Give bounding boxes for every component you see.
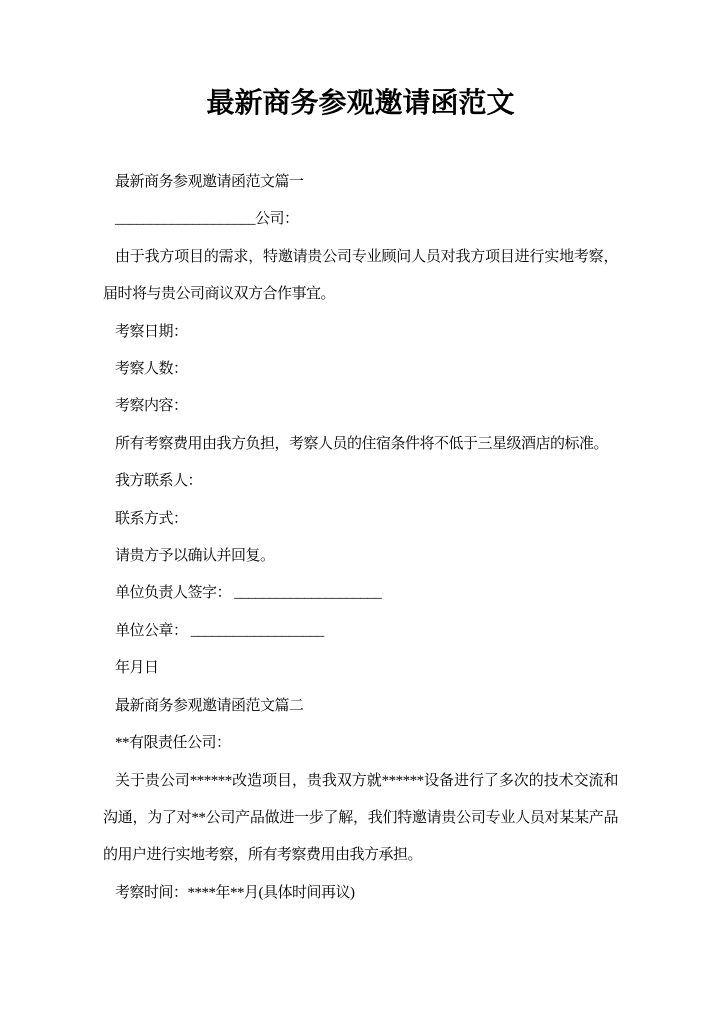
paragraph: ____________________公司： [115, 211, 299, 228]
paragraph: 考察内容： [115, 398, 188, 415]
paragraph: 最新商务参观邀请函范文篇一 [115, 174, 304, 190]
paragraph: 我方联系人： [115, 473, 203, 490]
paragraph: 单位负责人签字： _____________________ [115, 585, 382, 602]
document-title: 最新商务参观邀请函范文 [206, 88, 515, 119]
paragraph: 由于我方项目的需求，特邀请贵公司专业顾问人员对我方项目进行实地考察，届时将与贵公司商议双方合作事宜。 [103, 248, 618, 303]
paragraph: 单位公章： ___________________ [115, 622, 324, 639]
paragraph: 年月日 [115, 660, 159, 677]
document-body [103, 164, 618, 912]
paragraph: 考察日期： [115, 323, 188, 340]
paragraph: 关于贵公司******改造项目，贵我双方就******设备进行了多次的技术交流和沟通，为了对**公司产品做进一步了解，我们特邀请贵公司专业人员对某某产品的用户进行实地考察，所有考察费用由我方承担。 [103, 772, 618, 864]
paragraph: 联系方式： [115, 510, 188, 527]
paragraph: 考察时间：****年**月(具体时间再议) [115, 884, 355, 901]
paragraph: 最新商务参观邀请函范文篇二 [115, 697, 304, 714]
paragraph: 所有考察费用由我方负担，考察人员的住宿条件将不低于三星级酒店的标准。 [115, 435, 609, 452]
paragraph: 考察人数： [115, 361, 188, 378]
paragraph: **有限责任公司： [115, 735, 231, 752]
paragraph: 请贵方予以确认并回复。 [115, 548, 275, 565]
